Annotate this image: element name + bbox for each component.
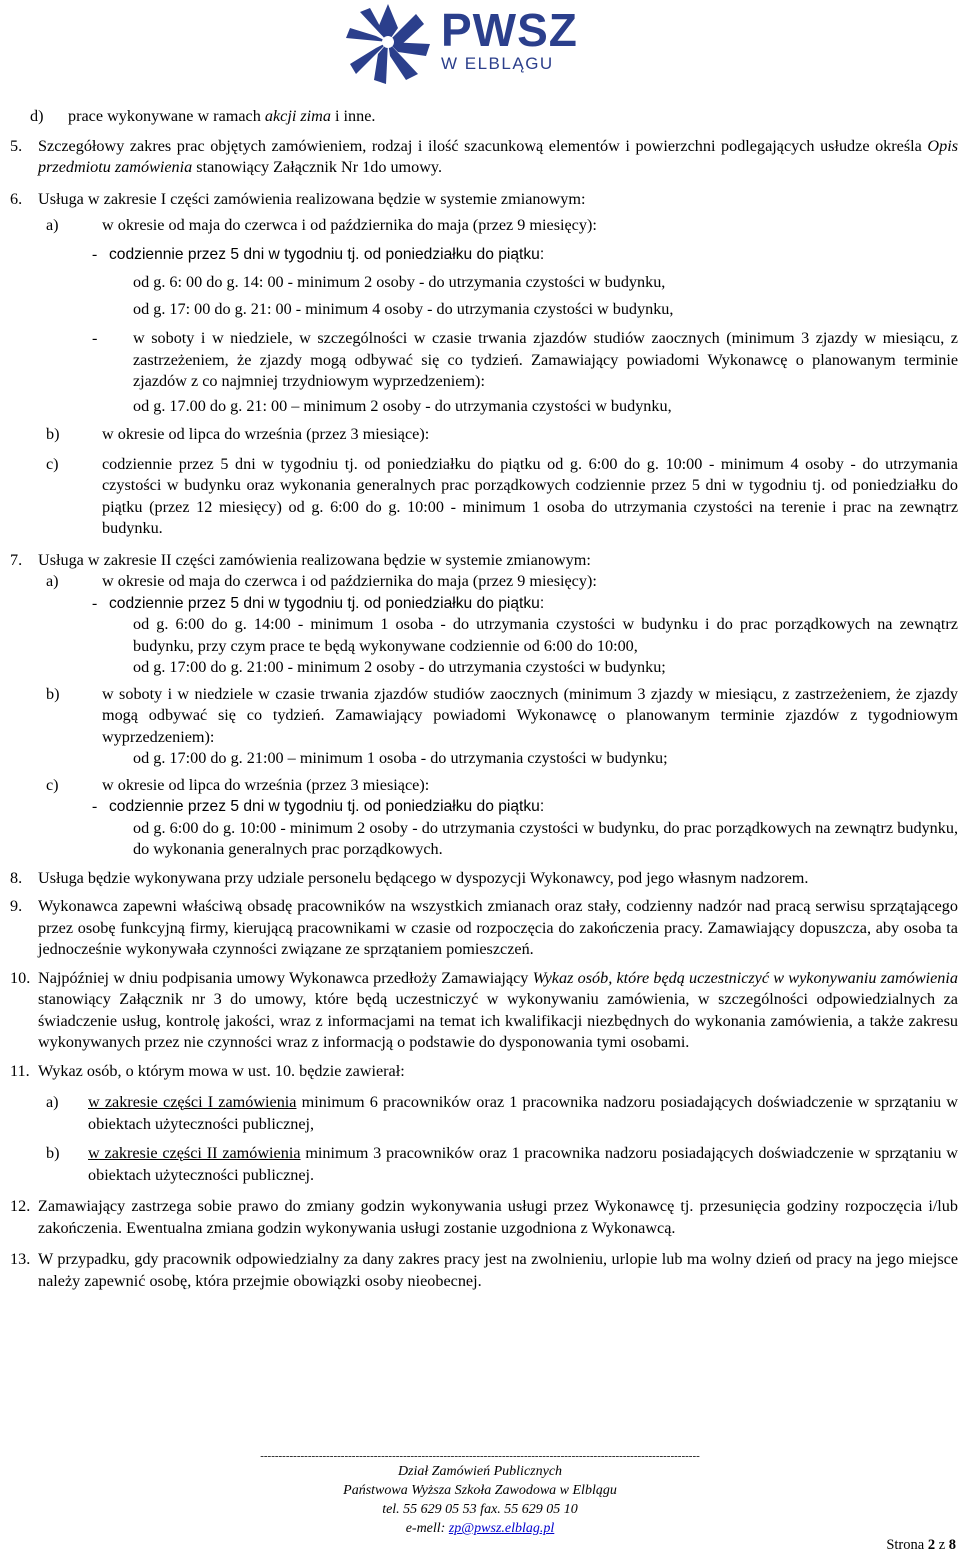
paragraph-text: Usługa w zakresie I części zamówienia realizowana będzie w systemie zmianowym: — [38, 189, 586, 208]
dash-marker: - — [92, 329, 98, 347]
footer-phone: tel. 55 629 05 53 fax. 55 629 05 10 — [382, 1502, 578, 1517]
schedule-line: od g. 6:00 do g. 10:00 - minimum 2 osoby - do utrzymania czystości w budynku, do prac porządkowych na zewnątrz budynku, do wykonania generalnych prac porządkowych. — [133, 818, 958, 858]
paragraph-6-c: c) codziennie przez 5 dni w tygodniu tj. od poniedziałku do piątku od g. 6:00 do g. 10:00 - minimum 4 osoby - do utrzymania czystości w budynku oraz wykonania generalnych prac porządkowych codziennie przez 5 dni w tygodniu tj. od poniedziałku do piątku (przez 12 miesięcy) od g. 6:00 do g. 10:00 - minimum 1 osoba do utrzymania czystości na terenie i prac na zewnątrz budynku. — [46, 454, 958, 537]
paragraph-7-dash-1: - codziennie przez 5 dni w tygodniu tj. od poniedziałku do piątku: — [109, 593, 958, 615]
paragraph-6-dash-1: - codziennie przez 5 dni w tygodniu tj. od poniedziałku do piątku: — [109, 244, 958, 266]
paragraph-9: 9. Wykonawca zapewni właściwą obsadę pracowników na wszystkich zmianach oraz stały, codzienny nadzór nad pracą serwisu sprzątającego przez osobę funkcyjną firmy, kierującą pracownikami w czasie od rozpoczęcia do zakończenia pracy. Zamawiający dopuszcza, aby osoba ta jednocześnie wykonywała czynności związane ze sprzątaniem pomieszczeń. — [10, 897, 958, 958]
paragraph-number: 12. — [10, 1197, 31, 1215]
schedule-line: od g. 17: 00 do g. 21: 00 - minimum 4 osoby - do utrzymania czystości w budynku, — [133, 299, 674, 318]
paragraph-number: 6. — [10, 189, 23, 208]
paragraph-6-b: b) w okresie od lipca do września (przez 3 miesiące): — [46, 425, 430, 443]
paragraph-7-c: c) w okresie od lipca do września (przez 3 miesiące): — [46, 775, 430, 794]
paragraph-number: 10. — [10, 968, 31, 987]
page-footer — [0, 1450, 960, 1538]
paragraph-6 — [10, 189, 958, 211]
logo-title: PWSZ — [441, 4, 578, 56]
paragraph-number: 13. — [10, 1250, 31, 1268]
paragraph-11-b: b) w zakresie części II zamówienia minimum 3 pracowników oraz 1 pracownika nadzoru posiadających doświadczenie w sprzątaniu w obiektach użyteczności publicznej. — [46, 1144, 958, 1184]
schedule-line: od g. 6: 00 do g. 14: 00 - minimum 2 osoby - do utrzymania czystości w budynku, — [133, 273, 666, 291]
item-label: d) — [30, 107, 44, 125]
paragraph-5: 5. Szczegółowy zakres prac objętych zamówieniem, rodzaj i ilość szacunkową elementów i powierzchni podlegających usłudze określa Opis przedmiotu zamówienia stanowiący Załącznik Nr 1do umowy. — [10, 136, 958, 176]
schedule-line: od g. 6:00 do g. 14:00 - minimum 1 osoba - do utrzymania czystości w budynku i do prac porządkowych na zewnątrz budynku, przy czym prace te będą wykonywane codziennie od 6:00 do 10:00, — [133, 615, 958, 655]
schedule-line: od g. 17:00 do g. 21:00 - minimum 2 osoby - do utrzymania czystości w budynku; — [133, 658, 666, 676]
page-number: Strona 2 z 8 — [886, 1537, 956, 1553]
paragraph-11-a: a) w zakresie części I zamówienia minimum 6 pracowników oraz 1 pracownika nadzoru posiadających doświadczenie w sprzątaniu w obiektach użyteczności publicznej, — [46, 1093, 959, 1133]
dash-marker: - — [92, 594, 98, 612]
paragraph-7-dash-2: - codziennie przez 5 dni w tygodniu tj. od poniedziałku do piątku: — [109, 796, 958, 818]
email-link[interactable]: zp@pwsz.elblag.pl — [448, 1521, 555, 1536]
pwsz-emblem-icon — [342, 2, 434, 86]
footer-department: Dział Zamówień Publicznych — [397, 1464, 563, 1479]
paragraph-7-b: b) w soboty i w niedziele w czasie trwania zjazdów studiów zaocznych (minimum 3 zjazdy w miesiącu, z zastrzeżeniem, że zjazdy mogą odbywać się co tydzień. Zamawiający powiadomi Wykonawcę o planowanym terminie zjazdów z tygodniowym wyprzedzeniem): — [46, 684, 958, 746]
logo-subtitle: W ELBLĄGU — [441, 54, 554, 73]
paragraph-7-a: a) w okresie od maja do czerwca i od października do maja (przez 9 miesięcy): — [46, 572, 597, 590]
paragraph-number: 11. — [10, 1061, 30, 1080]
schedule-line: od g. 17.00 do g. 21: 00 – minimum 2 osoby - do utrzymania czystości w budynku, — [133, 396, 672, 415]
paragraph-number: 8. — [10, 868, 23, 887]
paragraph-8: 8. Usługa będzie wykonywana przy udziale personelu będącego w dyspozycji Wykonawcy, pod jego własnym nadzorem. — [10, 868, 958, 890]
pwsz-logo — [342, 2, 604, 86]
paragraph-12: 12. Zamawiający zastrzega sobie prawo do zmiany godzin wykonywania usługi przez Wykonawcę tj. przesunięcia godziny rozpoczęcia i/lub zakończenia. Ewentualna zmiana godzin wykonywania usługi zostanie uzgodniona z Wykonawcą. — [10, 1197, 958, 1237]
paragraph-6-dash-2: - w soboty i w niedziele, w szczególności w czasie trwania zjazdów studiów zaocznych (minimum 3 zjazdy w miesiącu, z zastrzeżeniem, że zjazdy mogą odbywać się co tydzień. Zamawiający powiadomi Wykonawcę o planowanym terminie zjazdów z co najmniej trzydniowym wyprzedzeniem): — [92, 329, 958, 390]
dash-marker: - — [92, 798, 98, 815]
paragraph-number: 9. — [10, 897, 23, 915]
paragraph-13: 13. W przypadku, gdy pracownik odpowiedzialny za dany zakres pracy jest na zwolnieniu, urlopie lub ma wolny dzień od pracy na jego miejsce należy zapewnić osobę, która przejmie obowiązki osoby nieobecnej. — [10, 1250, 958, 1290]
footer-divider: ------------------------------------------------------------------------------------------------------------------------ — [260, 1450, 700, 1462]
dash-marker: - — [92, 245, 98, 263]
paragraph-number: 5. — [10, 136, 23, 155]
footer-email: e-mell: zp@pwsz.elblag.pl — [405, 1521, 555, 1536]
document-body — [10, 106, 958, 1292]
footer-school: Państwowa Wyższa Szkoła Zawodowa w Elblągu — [343, 1483, 617, 1498]
item-d: d) prace wykonywane w ramach akcji zima i inne. — [10, 106, 958, 128]
paragraph-11: 11. Wykaz osób, o którym mowa w ust. 10. będzie zawierał: — [10, 1061, 958, 1083]
paragraph-10: 10. Najpóźniej w dniu podpisania umowy Wykonawca przedłoży Zamawiający Wykaz osób, które będą uczestniczyć w wykonywaniu zamówienia stanowiący Załącznik nr 3 do umowy, które będą uczestniczyć w wykonywaniu zamówienia, w szczególności odpowiedzialnych za świadczenie usług, kontrolę jakości, wraz z informacjami na temat ich kwalifikacji niezbędnych do wykonania zamówienia, a także zakresu wykonywanych przez nie czynności wraz z informacją o podstawie do dysponowania tymi osobami. — [10, 968, 958, 1051]
paragraph-7: 7. Usługa w zakresie II części zamówienia realizowana będzie w systemie zmianowym: — [10, 550, 958, 572]
paragraph-6-a: a) w okresie od maja do czerwca i od października do maja (przez 9 miesięcy): — [46, 216, 597, 234]
paragraph-number: 7. — [10, 550, 23, 569]
schedule-line: od g. 17:00 do g. 21:00 – minimum 1 osoba - do utrzymania czystości w budynku; — [133, 749, 668, 767]
